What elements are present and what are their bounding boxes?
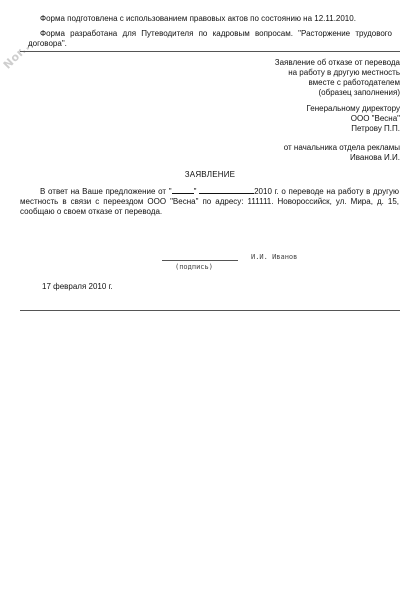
statement-part: " — [193, 187, 197, 196]
document-title: ЗАЯВЛЕНИЕ — [184, 170, 236, 179]
watermark: Nor... — [0, 36, 36, 72]
top-divider — [20, 51, 400, 52]
doc-heading-line: (образец заполнения) — [318, 88, 400, 97]
statement-text — [20, 185, 399, 217]
document-heading — [160, 58, 400, 98]
addressee-name: Петрову П.П. — [351, 124, 400, 133]
addressee-position: Генеральному директору — [306, 104, 400, 113]
document-date: 17 февраля 2010 г. — [42, 282, 113, 291]
addressee-block — [160, 104, 400, 134]
statement-part: В ответ на Ваше предложение от " — [40, 187, 172, 196]
sender-name: Иванова И.И. — [349, 153, 400, 162]
sender-block — [160, 143, 400, 163]
statement-part: 2010 г. о переводе на работу в другую местность в связи с переездом ООО "Весна" по адресу: 111111. Новороссийск, ул. Мира, д. 15, сообщаю о своем отказе от перевода. — [20, 187, 399, 216]
doc-heading-line: на работу в другую местность — [288, 68, 400, 77]
month-blank — [199, 185, 254, 194]
bottom-divider — [20, 310, 400, 311]
signature-line — [162, 260, 238, 261]
sender-position: от начальника отдела рекламы — [283, 143, 400, 152]
addressee-company: ООО "Весна" — [350, 114, 400, 123]
form-note-legal: Форма подготовлена с использованием правовых актов по состоянию на 12.11.2010. — [40, 14, 356, 23]
doc-heading-line: вместе с работодателем — [308, 78, 400, 87]
day-blank — [172, 185, 194, 194]
signer-name: И.И. Иванов — [251, 253, 298, 261]
doc-heading-line: Заявление об отказе от перевода — [274, 58, 400, 67]
form-note-guide: Форма разработана для Путеводителя по кадровым вопросам. "Расторжение трудового договора". — [28, 29, 392, 48]
signature-caption: (подпись) — [175, 263, 213, 271]
